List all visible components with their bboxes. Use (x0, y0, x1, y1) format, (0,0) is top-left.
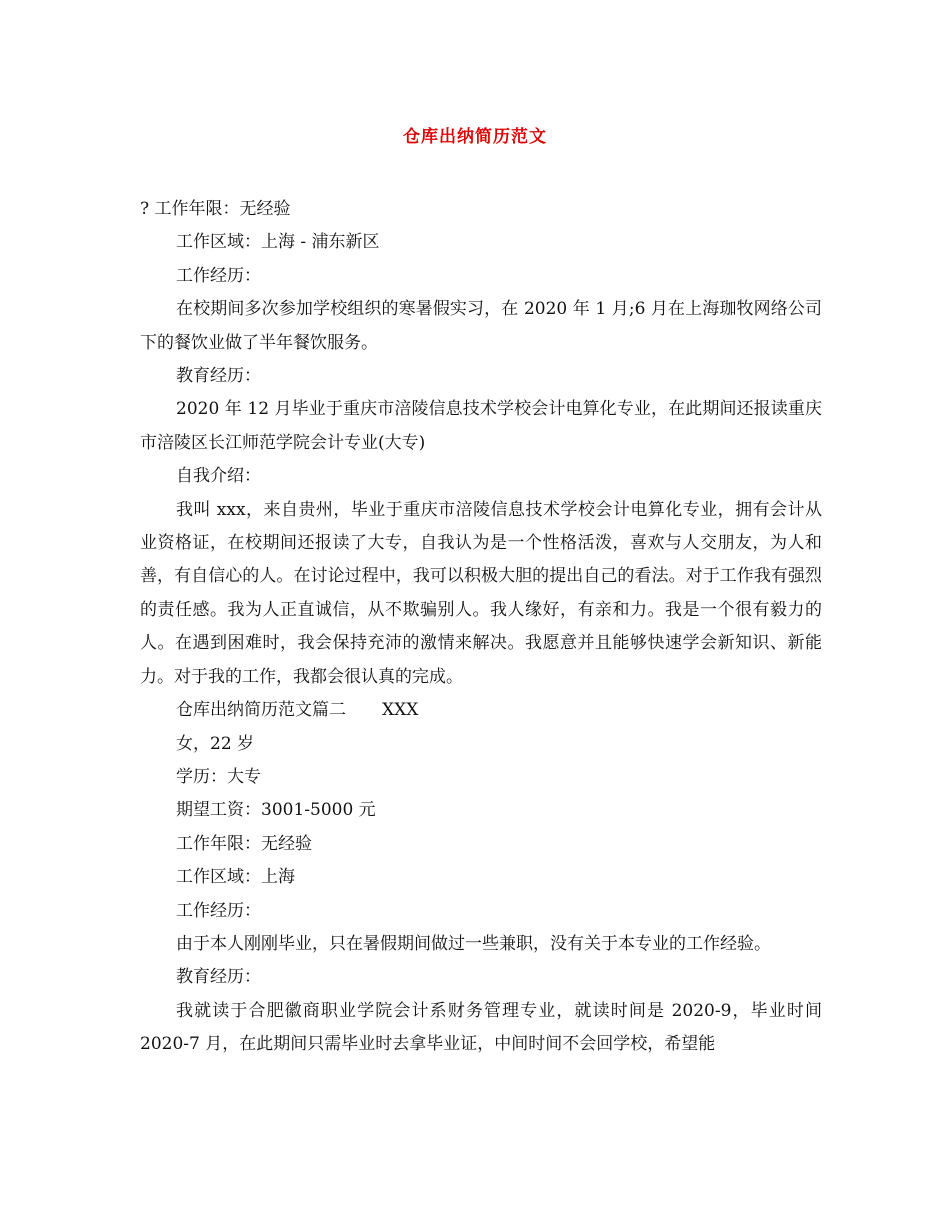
education-label-2: 教育经历： (176, 967, 261, 988)
work-experience-label: 工作经历： (176, 265, 261, 286)
work-experience-label-2: 工作经历： (176, 900, 261, 921)
candidate-name: XXX (382, 700, 419, 721)
gender-age-line: 女，22 岁 (176, 733, 255, 754)
education-paragraph-2: 我就读于合肥徽商职业学院会计系财务管理专业，就读时间是 2020-9，毕业时间 2020-7 月，在此期间只需毕业时去拿毕业证，中间时间不会回学校，希望能 (140, 1000, 822, 1055)
work-years-line-2: 工作年限：无经验 (176, 833, 312, 854)
work-years-line: ? 工作年限：无经验 (140, 199, 291, 219)
work-area-line: 工作区域：上海 - 浦东新区 (176, 232, 380, 253)
document-title: 仓库出纳简历范文 (403, 127, 547, 147)
section-two-heading-line (140, 694, 822, 727)
work-experience-paragraph: 在校期间多次参加学校组织的寒暑假实习，在 2020 年 1 月;6 月在上海珈牧网络公司下的餐饮业做了半年餐饮服务。 (140, 299, 822, 353)
work-experience-paragraph-2: 由于本人刚刚毕业，只在暑假期间做过一些兼职，没有关于本专业的工作经验。 (176, 933, 771, 954)
education-paragraph: 2020 年 12 月毕业于重庆市涪陵信息技术学校会计电算化专业，在此期间还报读重庆市涪陵区长江师范学院会计专业(大专) (140, 399, 822, 453)
self-intro-label: 自我介绍： (176, 466, 261, 487)
education-level-line: 学历：大专 (176, 766, 261, 787)
section-two-heading: 仓库出纳简历范文篇二 (176, 700, 346, 721)
self-intro-paragraph: 我叫 xxx，来自贵州，毕业于重庆市涪陵信息技术学校会计电算化专业，拥有会计从业资格证，在校期间还报读了大专，自我认为是一个性格活泼，喜欢与人交朋友，为人和善，有自信心的人。在讨论过程中，我可以积极大胆的提出自己的看法。对于工作我有强烈的责任感。我为人正直诚信，从不欺骗别人。我人缘好，有亲和力。我是一个很有毅力的人。在遇到困难时，我会保持充沛的激情来解决。我愿意并且能够快速学会新知识、新能力。对于我的工作，我都会很认真的完成。 (140, 499, 822, 687)
expected-salary-line: 期望工资：3001-5000 元 (176, 800, 376, 821)
document-body (140, 193, 822, 1062)
work-area-line-2: 工作区域：上海 (176, 867, 295, 888)
education-label: 教育经历： (176, 366, 261, 387)
